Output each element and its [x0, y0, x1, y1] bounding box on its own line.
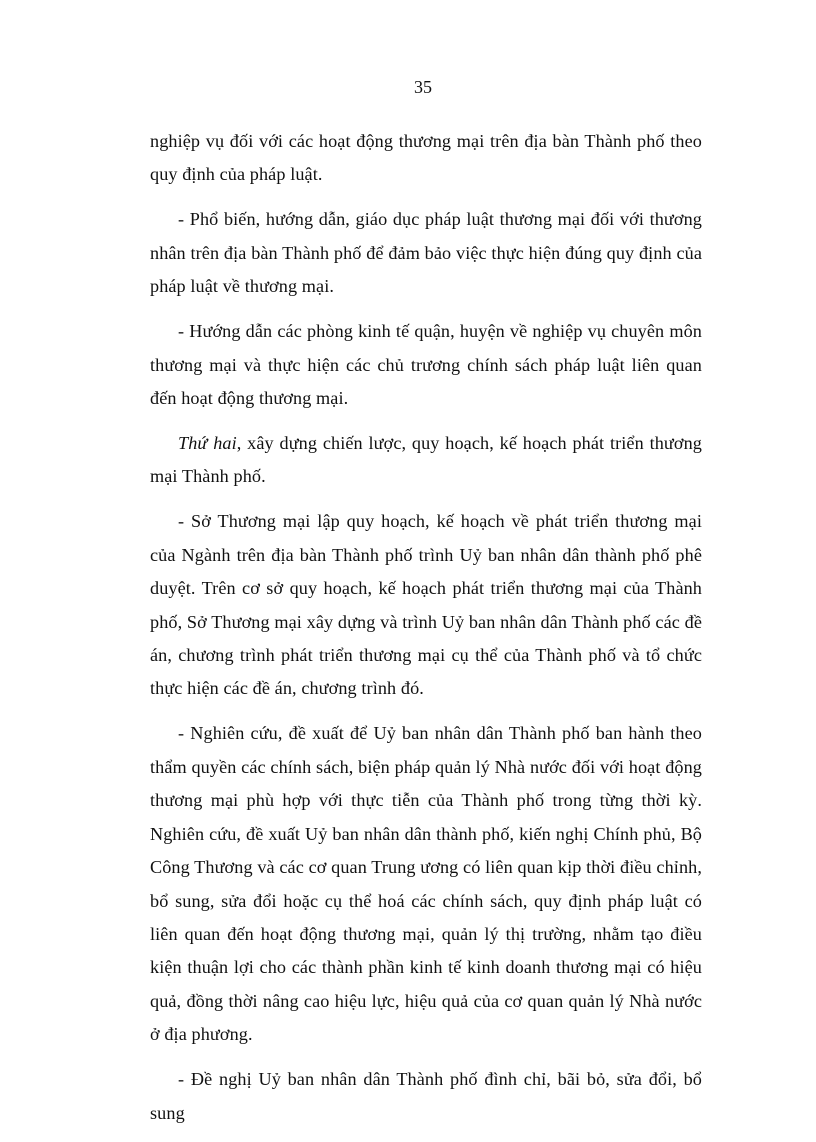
- second-heading-text: , xây dựng chiến lược, quy hoạch, kế hoạch phát triển thương mại Thành phố.: [150, 433, 702, 487]
- italic-lead: Thứ hai: [178, 433, 237, 454]
- paragraph-research-proposal: - Nghiên cứu, đề xuất để Uỷ ban nhân dân Thành phố ban hành theo thẩm quyền các chính sách, biện pháp quản lý Nhà nước đối với hoạt động thương mại phù hợp với thực tiễn của Thành phố trong từng thời kỳ. Nghiên cứu, đề xuất Uỷ ban nhân dân thành phố, kiến nghị Chính phủ, Bộ Công Thương và các cơ quan Trung ương có liên quan kịp thời điều chỉnh, bổ sung, sửa đổi hoặc cụ thể hoá các chính sách, quy định pháp luật có liên quan đến hoạt động thương mại, quản lý thị trường, nhằm tạo điều kiện thuận lợi cho các thành phần kinh tế kinh doanh thương mại có hiệu quả, đồng thời nâng cao hiệu lực, hiệu quả của cơ quan quản lý Nhà nước ở địa phương.: [150, 723, 702, 1045]
- paragraph-planning: - Sở Thương mại lập quy hoạch, kế hoạch về phát triển thương mại của Ngành trên địa bàn Thành phố trình Uỷ ban nhân dân thành phố phê duyệt. Trên cơ sở quy hoạch, kế hoạch phát triển thương mại của Thành phố, Sở Thương mại xây dựng và trình Uỷ ban nhân dân Thành phố các đề án, chương trình phát triển thương mại cụ thể của Thành phố và tổ chức thực hiện các đề án, chương trình đó.: [150, 511, 702, 699]
- paragraph-continuation: nghiệp vụ đối với các hoạt động thương mại trên địa bàn Thành phố theo quy định của pháp luật.: [150, 131, 702, 185]
- body-text: [150, 125, 702, 1142]
- page-number: 35: [414, 77, 432, 97]
- paragraph-recommendation: - Đề nghị Uỷ ban nhân dân Thành phố đình chỉ, bãi bỏ, sửa đổi, bổ sung: [150, 1069, 702, 1123]
- paragraph-guidance: - Hướng dẫn các phòng kinh tế quận, huyện về nghiệp vụ chuyên môn thương mại và thực hiện các chủ trương chính sách pháp luật liên quan đến hoạt động thương mại.: [150, 321, 702, 409]
- paragraph-dissemination: - Phổ biến, hướng dẫn, giáo dục pháp luật thương mại đối với thương nhân trên địa bàn Thành phố để đảm bảo việc thực hiện đúng quy định của pháp luật về thương mại.: [150, 209, 702, 297]
- paragraph-second-heading: [150, 427, 702, 494]
